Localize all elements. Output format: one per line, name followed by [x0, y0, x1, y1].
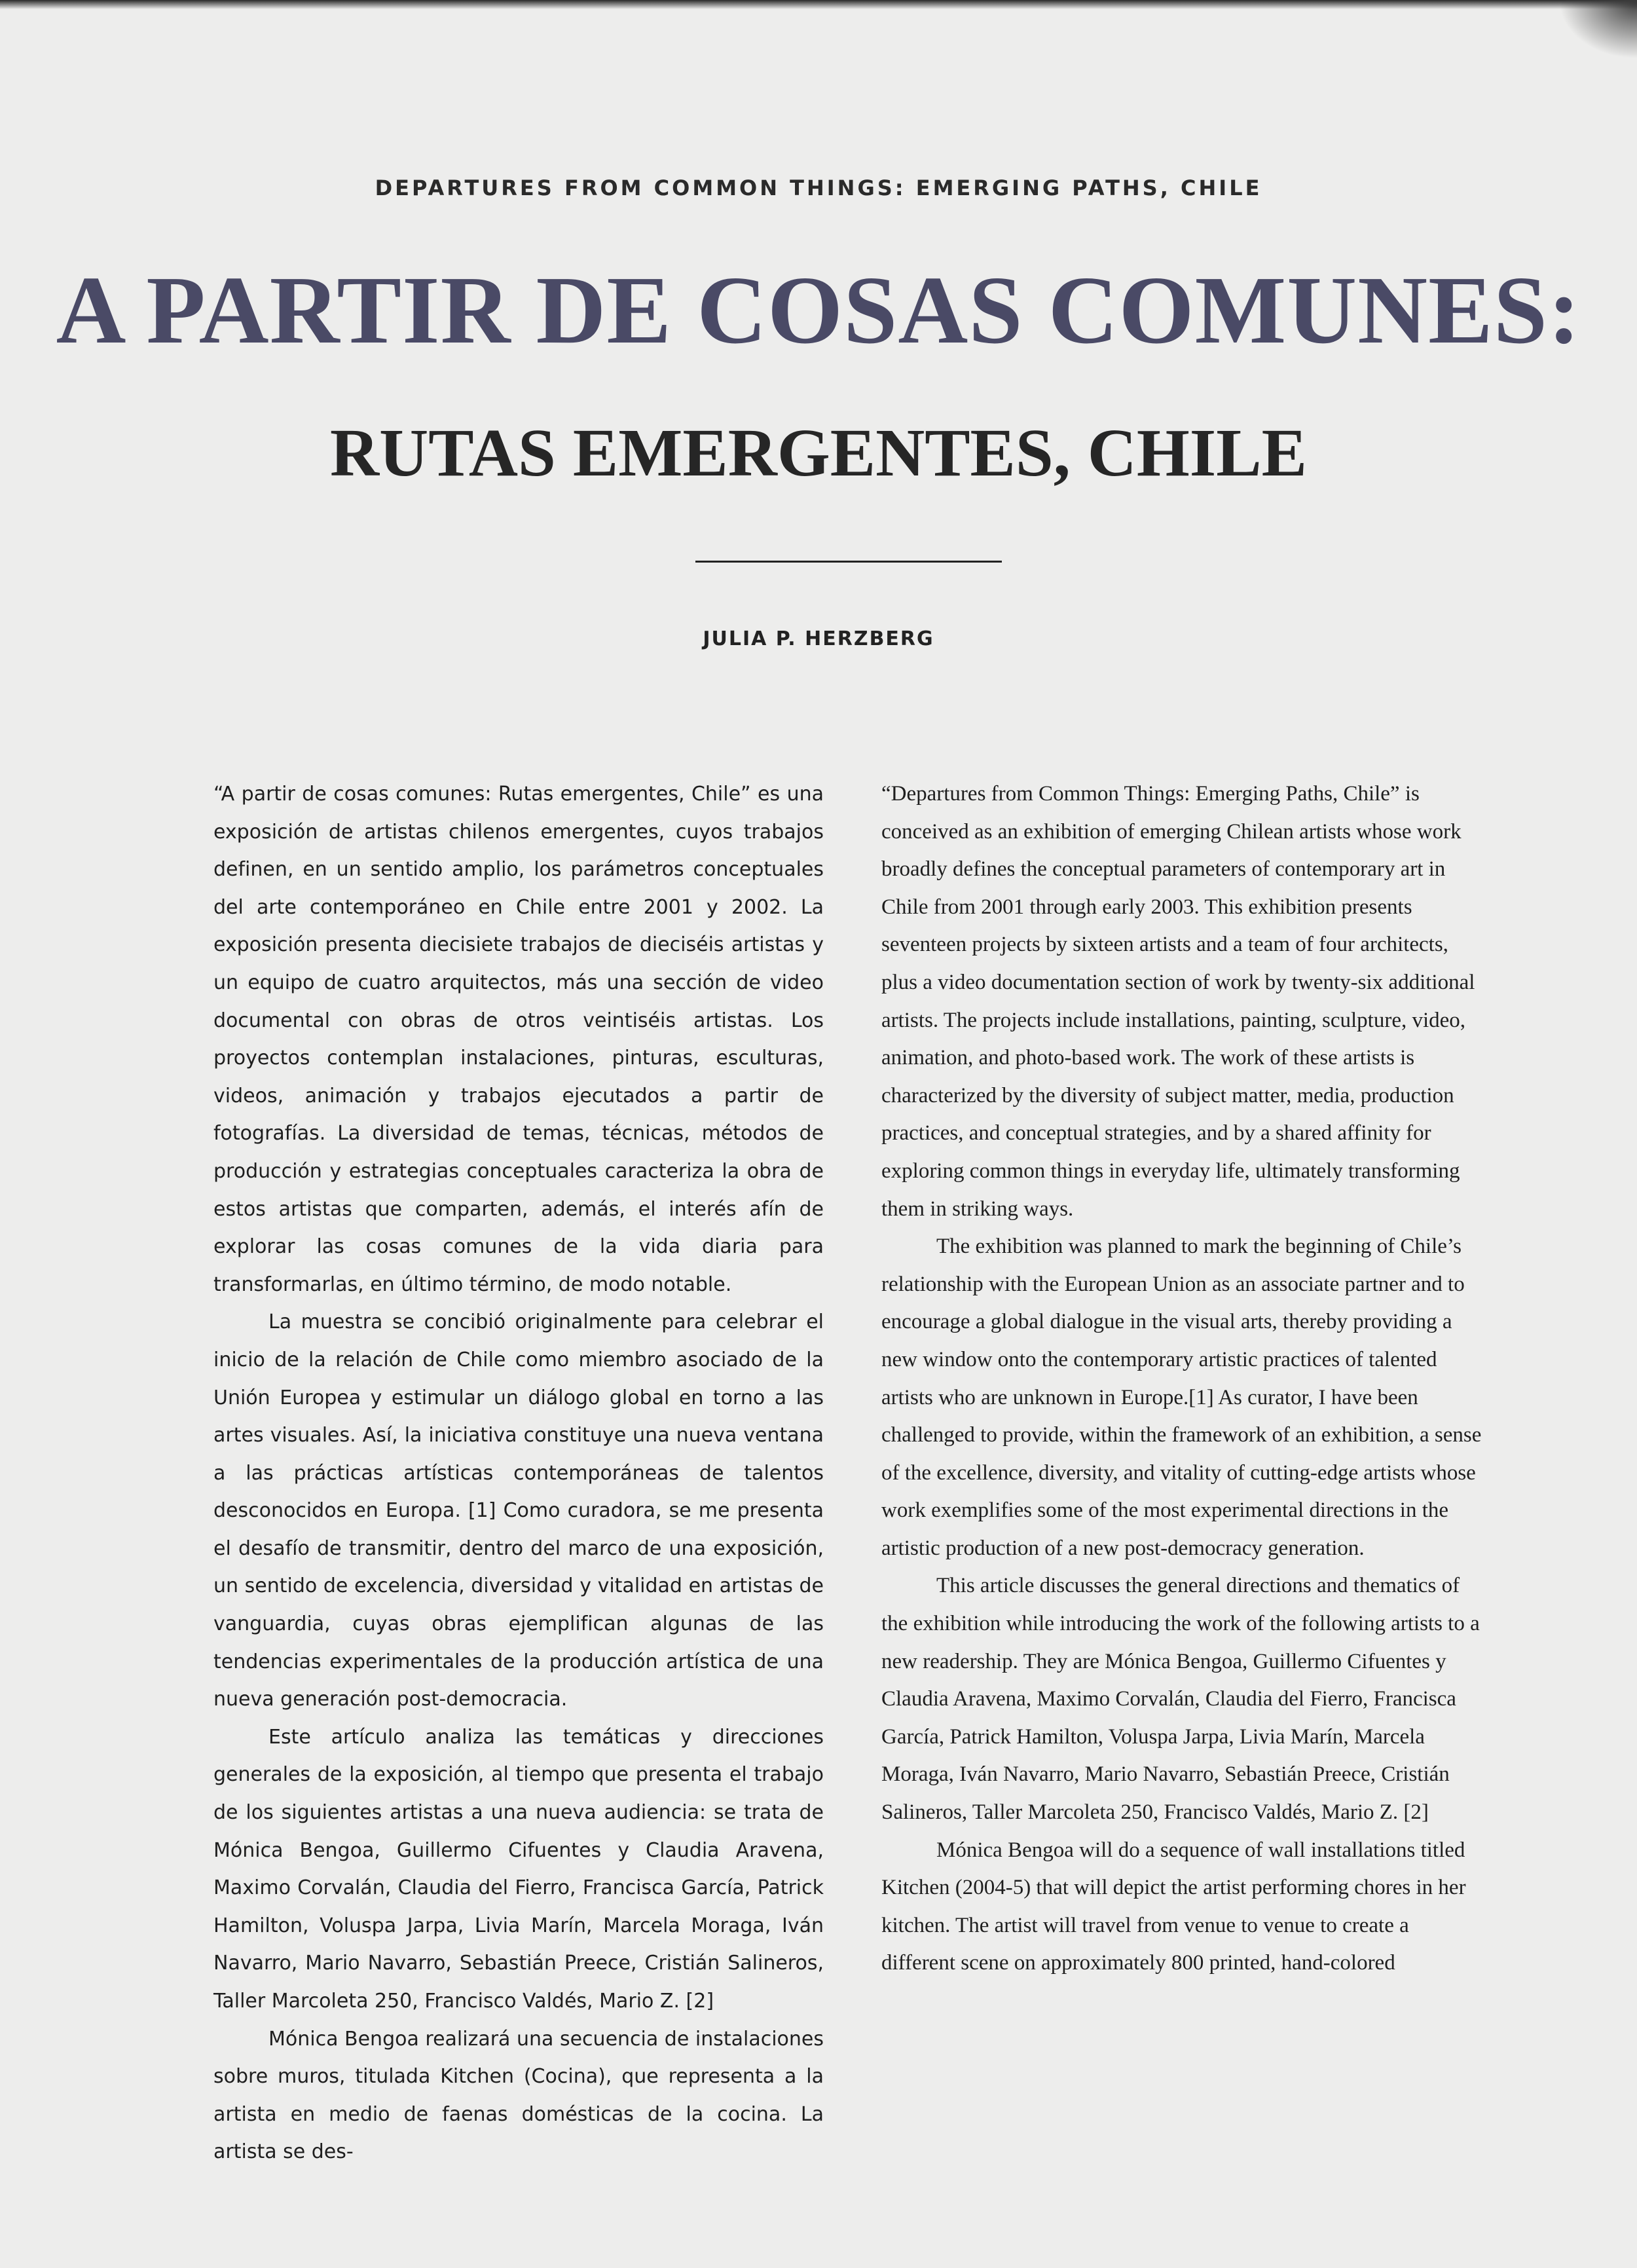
page-corner-shadow [1558, 0, 1637, 59]
spanish-paragraph: La muestra se concibió originalmente para celebrar el inicio de la relación de Chile como miembro asociado de la Unión Europea y estimular un diálogo global en torno a las artes visuales. Así, la iniciativa constituye una nueva ventana a las prácticas artísticas contemporáneas de talentos desconocidos en Europa. [1] Como curadora, se me presenta el desafío de transmitir, dentro del marco de una exposición, un sentido de excelencia, diversidad y vitalidad en artistas de vanguardia, cuyas obras ejemplifican algunas de las tendencias experimentales de la producción artística de una nueva generación post-democracia. [213, 1311, 824, 1711]
title-divider [695, 561, 1002, 563]
english-paragraph: “Departures from Common Things: Emerging Paths, Chile” is conceived as an exhibition of emerging Chilean artists whose work broadly defines the conceptual parameters of contemporary art in Chile from 2001 through early 2003. This exhibition presents seventeen projects by sixteen artists and a team of four architects, plus a video documentation section of work by twenty-six additional artists. The projects include installations, painting, sculpture, video, animation, and photo-based work. The work of these artists is characterized by the diversity of subject matter, media, production practices, and conceptual strategies, and by a shared affinity for exploring common things in everyday life, ultimately transforming them in striking ways. [881, 782, 1475, 1221]
english-column [881, 775, 1484, 1982]
running-header: DEPARTURES FROM COMMON THINGS: EMERGING PATHS, CHILE [375, 176, 1262, 200]
spanish-paragraph: “A partir de cosas comunes: Rutas emergentes, Chile” es una exposición de artistas chilenos emergentes, cuyos trabajos definen, en un sentido amplio, los parámetros conceptuales del arte contemporáneo en Chile entre 2001 y 2002. La exposición presenta diecisiete trabajos de dieciséis artistas y un equipo de cuatro arquitectos, más una sección de video documental con obras de otros veintiséis artistas. Los proyectos contemplan instalaciones, pinturas, esculturas, videos, animación y trabajos ejecutados a partir de fotografías. La diversidad de temas, técnicas, métodos de producción y estrategias conceptuales caracteriza la obra de estos artistas que comparten, además, el interés afín de explorar las cosas comunes de la vida diaria para transformarlas, en último término, de modo notable. [213, 783, 824, 1296]
article-title: A PARTIR DE COSAS COMUNES: [56, 257, 1581, 364]
english-paragraph: This article discusses the general directions and thematics of the exhibition while introducing the work of the following artists to a new readership. They are Mónica Bengoa, Guillermo Cifuentes y Claudia Aravena, Maximo Corvalán, Claudia del Fierro, Francisca García, Patrick Hamilton, Voluspa Jarpa, Livia Marín, Marcela Moraga, Iván Navarro, Mario Navarro, Sebastián Preece, Cristián Salineros, Taller Marcoleta 250, Francisco Valdés, Mario Z. [2] [881, 1574, 1480, 1825]
spanish-paragraph: Mónica Bengoa realizará una secuencia de instalaciones sobre muros, titulada Kitchen (Cocina), que representa a la artista en medio de faenas domésticas de la cocina. La artista se des- [213, 2027, 824, 2164]
spanish-paragraph: Este artículo analiza las temáticas y direcciones generales de la exposición, al tiempo que presenta el trabajo de los siguientes artistas a una nueva audiencia: se trata de Mónica Bengoa, Guillermo Cifuentes y Claudia Aravena, Maximo Corvalán, Claudia del Fierro, Francisca García, Patrick Hamilton, Voluspa Jarpa, Livia Marín, Marcela Moraga, Iván Navarro, Mario Navarro, Sebastián Preece, Cristián Salineros, Taller Marcoleta 250, Francisco Valdés, Mario Z. [2] [213, 1725, 824, 2013]
author-byline: JULIA P. HERZBERG [703, 627, 934, 650]
english-paragraph: The exhibition was planned to mark the beginning of Chile’s relationship with the European Union as an associate partner and to encourage a global dialogue in the visual arts, thereby providing a new window onto the contemporary artistic practices of talented artists who are unknown in Europe.[1] As curator, I have been challenged to provide, within the framework of an exhibition, a sense of the excellence, diversity, and vitality of cutting-edge artists whose work exemplifies some of the most experimental directions in the artistic production of a new post-democracy generation. [881, 1235, 1482, 1560]
english-paragraph: Mónica Bengoa will do a sequence of wall installations titled Kitchen (2004-5) that will depict the artist performing chores in her kitchen. The artist will travel from venue to venue to create a different scene on approximately 800 printed, hand-colored [881, 1838, 1466, 1975]
page-edge-shadow [0, 0, 1637, 9]
article-subtitle: RUTAS EMERGENTES, CHILE [330, 415, 1307, 491]
spanish-column [213, 775, 824, 2171]
